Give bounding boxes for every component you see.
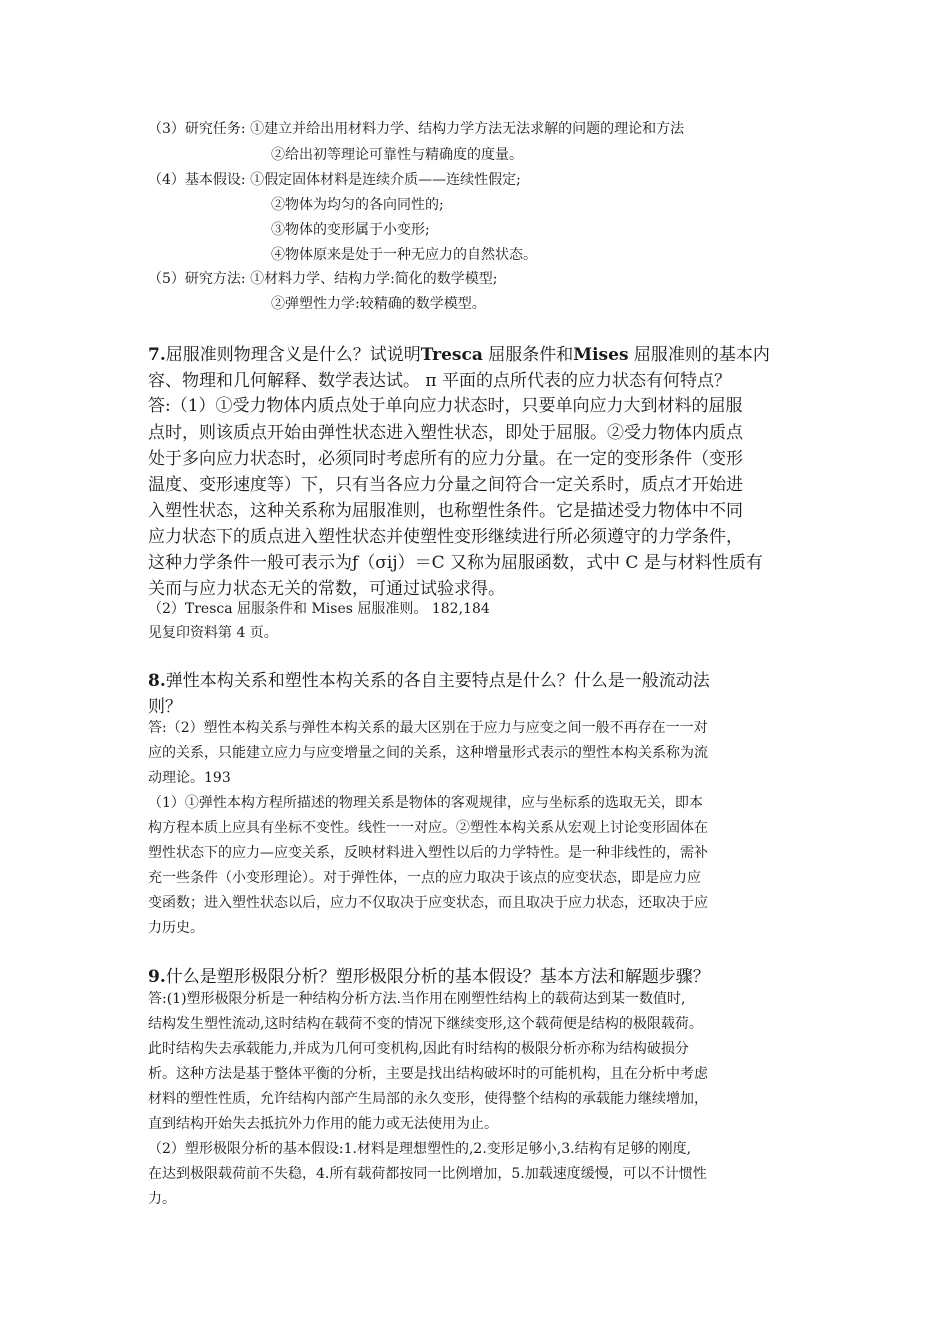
title-keyword: Tresca bbox=[420, 345, 483, 365]
answer-line: 应力状态下的质点进入塑性状态并使塑性变形继续进行所必须遵守的力学条件， bbox=[148, 527, 743, 547]
intro-line: （5）研究方法: ①材料力学、结构力学:简化的数学模型; bbox=[148, 271, 498, 287]
answer-line: 此时结构失去承载能力,并成为几何可变机构,因此有时结构的极限分析亦称为结构破损分 bbox=[148, 1041, 689, 1057]
title-keyword: Mises bbox=[573, 345, 629, 365]
title-text: 屈服条件和 bbox=[488, 345, 574, 365]
answer-line: 答:(1)塑形极限分析是一种结构分析方法.当作用在刚塑性结构上的载荷达到某一数值时, bbox=[148, 991, 686, 1007]
answer-line: 直到结构开始失去抵抗外力作用的能力或无法使用为止。 bbox=[148, 1116, 498, 1132]
answer-line: 变函数；进入塑性状态以后，应力不仅取决于应变状态，而且取决于应力状态，还取决于应 bbox=[148, 895, 708, 911]
answer-line: 见复印资料第 4 页。 bbox=[148, 625, 278, 641]
question-number: 8. bbox=[148, 671, 166, 691]
answer-line: 点时，则该质点开始由弹性状态进入塑性状态，即处于屈服。②受力物体内质点 bbox=[148, 423, 743, 443]
intro-line: ②物体为均匀的各向同性的; bbox=[271, 197, 444, 213]
answer-line: 这种力学条件一般可表示为ƒ（σij）＝C 又称为屈服函数，式中 C 是与材料性质有 bbox=[148, 553, 763, 573]
answer-line: 应的关系，只能建立应力与应变增量之间的关系，这种增量形式表示的塑性本构关系称为流 bbox=[148, 745, 708, 761]
title-text: 弹性本构关系和塑性本构关系的各自主要特点是什么？什么是一般流动法 bbox=[165, 671, 710, 691]
question-number: 7. bbox=[148, 345, 166, 365]
title-text: 屈服准则的基本内 bbox=[633, 345, 770, 365]
question-title bbox=[148, 340, 770, 365]
answer-line: 入塑性状态，这种关系称为屈服准则，也称塑性条件。它是描述受力物体中不同 bbox=[148, 501, 743, 521]
answer-line: 材料的塑性性质，允许结构内部产生局部的永久变形，使得整个结构的承载能力继续增加， bbox=[148, 1091, 708, 1107]
answer-line: 结构发生塑性流动,这时结构在载荷不变的情况下继续变形,这个载荷便是结构的极限载荷。 bbox=[148, 1016, 703, 1032]
title-text: 什么是塑形极限分析？塑形极限分析的基本假设？基本方法和解题步骤？ bbox=[165, 967, 710, 987]
answer-line: 在达到极限载荷前不失稳，4.所有载荷都按同一比例增加，5.加载速度缓慢，可以不计惯性 bbox=[148, 1166, 707, 1182]
answer-line: 关而与应力状态无关的常数，可通过试验求得。 bbox=[148, 579, 505, 599]
answer-line: （2）塑形极限分析的基本假设:1.材料是理想塑性的,2.变形足够小,3.结构有足够的刚度, bbox=[148, 1141, 692, 1157]
intro-line: ②给出初等理论可靠性与精确度的度量。 bbox=[271, 147, 523, 163]
answer-line: 塑性状态下的应力—应变关系，反映材料进入塑性以后的力学特性。是一种非线性的，需补 bbox=[148, 845, 708, 861]
answer-line: 答:（2）塑性本构关系与弹性本构关系的最大区别在于应力与应变之间一般不再存在一一对 bbox=[148, 720, 708, 736]
answer-line: （2）Tresca 屈服条件和 Mises 屈服准则。 182,184 bbox=[148, 601, 490, 617]
intro-line: ②弹塑性力学:较精确的数学模型。 bbox=[271, 296, 486, 312]
intro-line: ③物体的变形属于小变形; bbox=[271, 222, 430, 238]
answer-line: （1）①弹性本构方程所描述的物理关系是物体的客观规律，应与坐标系的选取无关，即本 bbox=[148, 795, 703, 811]
title-text: 屈服准则物理含义是什么？试说明 bbox=[165, 345, 421, 365]
intro-line: ④物体原来是处于一种无应力的自然状态。 bbox=[271, 247, 537, 263]
question-number: 9. bbox=[148, 967, 166, 987]
answer-line: 处于多向应力状态时，必须同时考虑所有的应力分量。在一定的变形条件（变形 bbox=[148, 449, 743, 469]
question-title bbox=[148, 962, 710, 987]
intro-line: （4）基本假设: ①假定固体材料是连续介质——连续性假定; bbox=[148, 172, 521, 188]
answer-line: 析。这种方法是基于整体平衡的分析，主要是找出结构破坏时的可能机构，且在分析中考虑 bbox=[148, 1066, 708, 1082]
question-title: 则？ bbox=[148, 697, 182, 717]
answer-line: 答:（1）①受力物体内质点处于单向应力状态时，只要单向应力大到材料的屈服 bbox=[148, 396, 743, 416]
answer-line: 动理论。193 bbox=[148, 770, 231, 786]
question-title: 容、物理和几何解释、数学表达试。 π 平面的点所代表的应力状态有何特点？ bbox=[148, 371, 731, 391]
answer-line: 充一些条件（小变形理论）。对于弹性体，一点的应力取决于该点的应变状态，即是应力应 bbox=[148, 870, 701, 886]
intro-line: （3）研究任务: ①建立并给出用材料力学、结构力学方法无法求解的问题的理论和方法 bbox=[148, 121, 685, 137]
question-title bbox=[148, 666, 710, 691]
answer-line: 力。 bbox=[148, 1191, 176, 1207]
answer-line: 构方程本质上应具有坐标不变性。线性一一对应。②塑性本构关系从宏观上讨论变形固体在 bbox=[148, 820, 708, 836]
answer-line: 温度、变形速度等）下，只有当各应力分量之间符合一定关系时，质点才开始进 bbox=[148, 475, 743, 495]
answer-line: 力历史。 bbox=[148, 920, 204, 936]
